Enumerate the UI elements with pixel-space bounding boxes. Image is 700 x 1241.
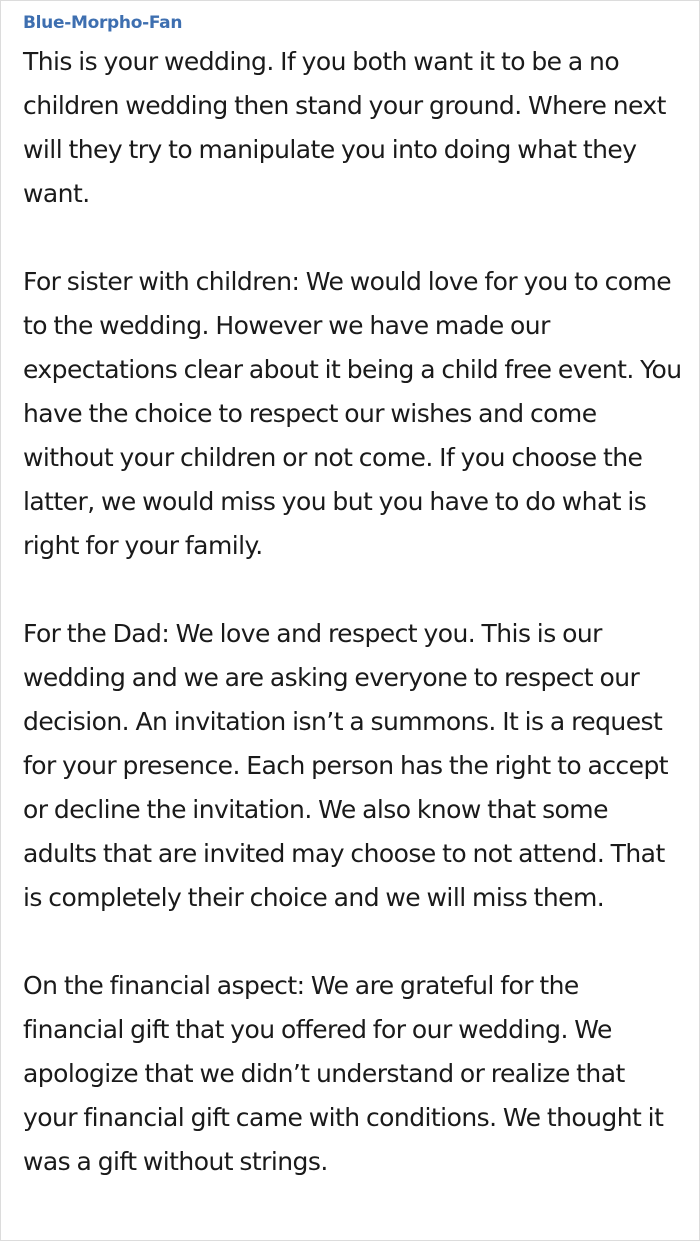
comment-username[interactable]: Blue-Morpho-Fan [23, 13, 183, 33]
comment-body [23, 40, 685, 1184]
comment-card [1, 1, 699, 1184]
comment-paragraph-3: For the Dad: We love and respect you. This is our wedding and we are asking everyone to respect our decision. An invitation isn’t a summons. It is a request for your presence. Each person has the right to accept or decline the invitation. We also know that some adults that are invited may choose to not attend. That is completely their choice and we will miss them. [23, 619, 669, 913]
comment-paragraph-1: This is your wedding. If you both want it to be a no children wedding then stand your ground. Where next will they try to manipulate you into doing what they want. [23, 47, 666, 209]
comment-paragraph-4: On the financial aspect: We are grateful for the financial gift that you offered for our wedding. We apologize that we didn’t understand or realize that your financial gift came with conditions. We thought it was a gift without strings. [23, 971, 664, 1177]
comment-paragraph-2: For sister with children: We would love for you to come to the wedding. However we have made our expectations clear about it being a child free event. You have the choice to respect our wishes and come without your children or not come. If you choose the latter, we would miss you but you have to do what is right for your family. [23, 267, 682, 561]
